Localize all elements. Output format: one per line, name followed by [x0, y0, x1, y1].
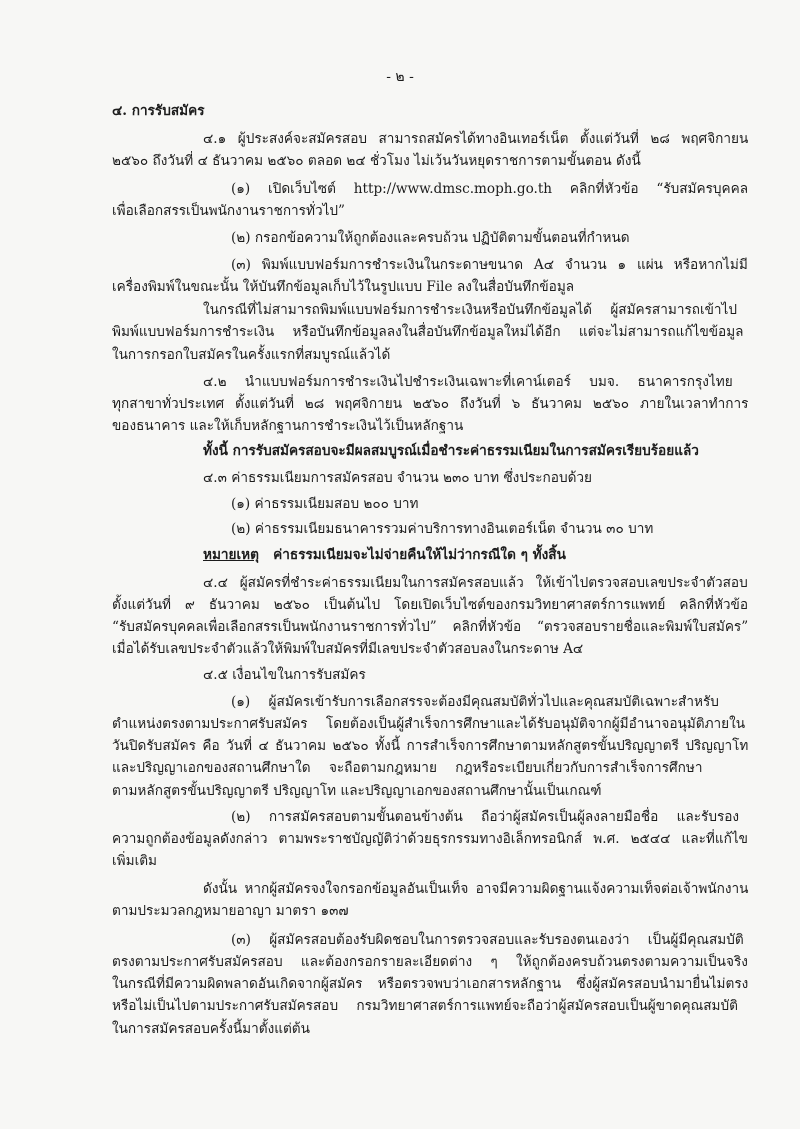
- text-line-content: ๔.๔ ผู้สมัครที่ชำระค่าธรรมเนียมในการสมัครสอบแล้ว ให้เข้าไปตรวจสอบเลขประจำตัวสอบ: [203, 575, 748, 591]
- text-line-content: ๔.๓ ค่าธรรมเนียมการสมัครสอบ จำนวน ๒๓๐ บาท ซึ่งประกอบด้วย: [203, 470, 593, 486]
- text-line-content: ตามประมวลกฎหมายอาญา มาตรา ๑๓๗: [112, 903, 349, 919]
- text-line-content: เมื่อได้รับเลขประจำตัวแล้วให้พิมพ์ใบสมัครที่มีเลขประจำตัวสอบลงในกระดาษ A๔: [112, 641, 584, 657]
- text-line: [112, 781, 602, 801]
- text-line: [112, 901, 349, 921]
- text-line-content: ๔.๕ เงื่อนไขในการรับสมัคร: [203, 667, 366, 683]
- text-line-content: เพิ่มเติม: [112, 853, 158, 869]
- text-line: [203, 879, 748, 899]
- text-line-content: ในการสมัครสอบครั้งนี้มาตั้งแต่ต้น: [112, 1021, 310, 1037]
- text-line: [203, 441, 699, 461]
- text-line: [231, 692, 719, 712]
- text-line-content: (๑) เปิดเว็บไซต์ http://www.dmsc.moph.go.th คลิกที่หัวข้อ “รับสมัครบุคคล: [231, 181, 749, 197]
- text-line: [112, 277, 574, 297]
- text-line: [231, 255, 748, 275]
- text-line: [231, 519, 653, 539]
- page-number: - ๒ -: [386, 69, 414, 85]
- text-line: [203, 573, 748, 593]
- text-line: [112, 345, 390, 365]
- text-line: [112, 996, 738, 1016]
- text-line-content: “รับสมัครบุคคลเพื่อเลือกสรรเป็นพนักงานราชการทั่วไป” คลิกที่หัวข้อ “ตรวจสอบรายชื่อและพิมพ์ใบสมัคร”: [112, 619, 749, 635]
- text-line-content: (๒) ค่าธรรมเนียมธนาคารรวมค่าบริการทางอินเตอร์เน็ต จำนวน ๓๐ บาท: [231, 521, 654, 537]
- text-line-content: ในกรณีที่มีความผิดพลาดอันเกิดจากผู้สมัคร หรือตรวจพบว่าเอกสารหลักฐาน ซึ่งผู้สมัครสอบนำมายื่นไม่ตรง: [112, 976, 749, 992]
- text-line-content: ของธนาคาร และให้เก็บหลักฐานการชำระเงินไว้เป็นหลักฐาน: [112, 418, 464, 434]
- text-line: [112, 201, 345, 221]
- text-line: [112, 974, 748, 994]
- text-line: [203, 300, 737, 320]
- text-line-content: (๒) การสมัครสอบตามขั้นตอนข้างต้น ถือว่าผู้สมัครเป็นผู้ลงลายมือชื่อ และรับรอง: [231, 809, 740, 825]
- text-line-content: ๒๕๖๐ ถึงวันที่ ๔ ธันวาคม ๒๕๖๐ ตลอด ๒๔ ชั่วโมง ไม่เว้นวันหยุดราชการตามขั้นตอน ดังนี้: [112, 153, 641, 169]
- text-line-content: และปริญญาเอกของสถานศึกษาใด จะถือตามกฎหมาย กฎหรือระเบียบเกี่ยวกับการสำเร็จการศึกษา: [112, 760, 703, 776]
- text-line: [203, 129, 748, 149]
- text-line-suffix: ค่าธรรมเนียมจะไม่จ่ายคืนให้ไม่ว่ากรณีใด ๆ ทั้งสิ้น: [258, 547, 566, 563]
- text-line: [231, 228, 630, 248]
- text-line: [112, 1019, 310, 1039]
- text-line: [231, 807, 739, 827]
- text-line-content: ๔.๑ ผู้ประสงค์จะสมัครสอบ สามารถสมัครได้ทางอินเทอร์เน็ต ตั้งแต่วันที่ ๒๘ พฤศจิกายน: [203, 131, 749, 147]
- text-line-content: ในกรณีที่ไม่สามารถพิมพ์แบบฟอร์มการชำระเงินหรือบันทึกข้อมูลได้ ผู้สมัครสามารถเข้าไป: [203, 302, 738, 318]
- text-line: [112, 829, 748, 849]
- text-line-content: (๑) ผู้สมัครเข้ารับการเลือกสรรจะต้องมีคุณสมบัติทั่วไปและคุณสมบัติเฉพาะสำหรับ: [231, 694, 719, 710]
- text-line-content: หมายเหตุ: [203, 547, 259, 563]
- text-line-content: ความถูกต้องข้อมูลดังกล่าว ตามพระราชบัญญัติว่าด้วยธุรกรรมทางอิเล็กทรอนิกส์ พ.ศ. ๒๕๔๔ และที่แก้ไข: [112, 831, 748, 847]
- text-line: [112, 639, 583, 659]
- text-line: [112, 736, 748, 756]
- text-line: [203, 468, 592, 488]
- text-line-content: ในการกรอกใบสมัครในครั้งแรกที่สมบูรณ์แล้วได้: [112, 347, 391, 363]
- text-line-content: ตำแหน่งตรงตามประกาศรับสมัคร โดยต้องเป็นผู้สำเร็จการศึกษาและได้รับอนุมัติจากผู้มีอำนาจอนุมัติภายใน: [112, 716, 746, 732]
- text-line-content: วันปิดรับสมัคร คือ วันที่ ๔ ธันวาคม ๒๕๖๐ ทั้งนี้ การสำเร็จการศึกษาตามหลักสูตรขั้นปริญญาตรี ปริญญาโท: [112, 738, 749, 754]
- text-line-content: ๔. การรับสมัคร: [112, 103, 205, 119]
- text-line: [112, 322, 744, 342]
- text-line-content: เครื่องพิมพ์ในขณะนั้น ให้บันทึกข้อมูลเก็บไว้ในรูปแบบ File ลงในสื่อบันทึกข้อมูล: [112, 279, 575, 295]
- text-line: [112, 952, 748, 972]
- text-line: [112, 758, 702, 778]
- text-line-content: (๑) ค่าธรรมเนียมสอบ ๒๐๐ บาท: [231, 496, 419, 512]
- text-line-content: (๒) กรอกข้อความให้ถูกต้องและครบถ้วน ปฏิบัติตามขั้นตอนที่กำหนด: [231, 230, 630, 246]
- text-line: [112, 714, 745, 734]
- text-line: [112, 101, 205, 121]
- text-line: [112, 416, 463, 436]
- text-line: [112, 617, 748, 637]
- text-line-content: ตั้งแต่วันที่ ๙ ธันวาคม ๒๕๖๐ เป็นต้นไป โดยเปิดเว็บไซต์ของกรมวิทยาศาสตร์การแพทย์ คลิกที่หัวข้อ: [112, 597, 749, 613]
- text-line-content: ทั้งนี้ การรับสมัครสอบจะมีผลสมบูรณ์เมื่อชำระค่าธรรมเนียมในการสมัครเรียบร้อยแล้ว: [203, 443, 699, 459]
- text-line-content: พิมพ์แบบฟอร์มการชำระเงิน หรือบันทึกข้อมูลลงในสื่อบันทึกข้อมูลใหม่ได้อีก แต่จะไม่สามารถแก้ไขข้อมูล: [112, 324, 744, 340]
- text-line-content: (๓) ผู้สมัครสอบต้องรับผิดชอบในการตรวจสอบและรับรองตนเองว่า เป็นผู้มีคุณสมบัติ: [231, 932, 744, 948]
- text-line-content: (๓) พิมพ์แบบฟอร์มการชำระเงินในกระดาษขนาด A๔ จำนวน ๑ แผ่น หรือหากไม่มี: [231, 257, 748, 273]
- text-line-content: ทุกสาขาทั่วประเทศ ตั้งแต่วันที่ ๒๘ พฤศจิกายน ๒๕๖๐ ถึงวันที่ ๖ ธันวาคม ๒๕๖๐ ภายในเวลาทำการ: [112, 396, 749, 412]
- text-line-content: ตามหลักสูตรขั้นปริญญาตรี ปริญญาโท และปริญญาเอกของสถานศึกษานั้นเป็นเกณฑ์: [112, 783, 602, 799]
- text-line-content: หรือไม่เป็นไปตามประกาศรับสมัครสอบ กรมวิทยาศาสตร์การแพทย์จะถือว่าผู้สมัครสอบเป็นผู้ขาดคุณสมบัติ: [112, 998, 738, 1014]
- text-line-content: ๔.๒ นำแบบฟอร์มการชำระเงินไปชำระเงินเฉพาะที่เคาน์เตอร์ บมจ. ธนาคารกรุงไทย: [203, 374, 733, 390]
- text-line-content: ตรงตามประกาศรับสมัครสอบ และต้องกรอกรายละเอียดต่าง ๆ ให้ถูกต้องครบถ้วนตรงตามความเป็นจริง: [112, 954, 748, 970]
- text-line: [112, 151, 641, 171]
- text-line: [203, 372, 733, 392]
- text-line: [112, 595, 748, 615]
- text-line: [203, 665, 366, 685]
- text-line: [112, 394, 748, 414]
- text-line: [231, 179, 748, 199]
- text-line: [203, 545, 566, 565]
- text-line: [112, 851, 157, 871]
- text-line-content: เพื่อเลือกสรรเป็นพนักงานราชการทั่วไป”: [112, 203, 345, 219]
- text-line: [231, 930, 744, 950]
- text-line-content: ดังนั้น หากผู้สมัครจงใจกรอกข้อมูลอันเป็นเท็จ อาจมีความผิดฐานแจ้งความเท็จต่อเจ้าพนักงาน: [203, 881, 749, 897]
- text-line: [231, 494, 419, 514]
